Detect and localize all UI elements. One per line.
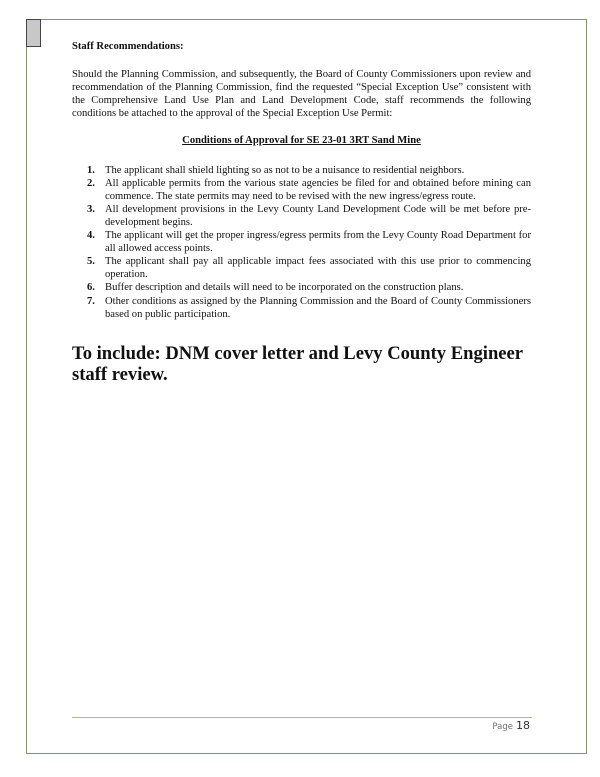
- list-item-number: 7.: [87, 295, 95, 307]
- list-item: [87, 203, 531, 229]
- list-item: [87, 229, 531, 255]
- list-item-number: 2.: [87, 177, 95, 189]
- list-item: [87, 295, 531, 321]
- list-item: [87, 255, 531, 281]
- list-item-number: 1.: [87, 164, 95, 176]
- list-item-number: 6.: [87, 282, 95, 294]
- conditions-list: [72, 164, 531, 321]
- list-item-number: 5.: [87, 256, 95, 268]
- list-item: [87, 281, 531, 294]
- list-item-text: All development provisions in the Levy County Land Development Code will be met before pre-development begins.: [105, 203, 531, 228]
- list-item: [87, 164, 531, 177]
- list-item-text: Buffer description and details will need to be incorporated on the construction plans.: [105, 282, 464, 294]
- section-heading: Staff Recommendations:: [72, 41, 184, 52]
- list-item-text: Other conditions as assigned by the Planning Commission and the Board of County Commissioners based on public participation.: [105, 295, 531, 320]
- page-label: Page: [492, 722, 513, 732]
- list-item-text: The applicant shall pay all applicable impact fees associated with this use prior to commencing operation.: [105, 256, 531, 281]
- page-number: [492, 719, 530, 732]
- list-item: [87, 177, 531, 203]
- footer-rule: [72, 717, 532, 718]
- conditions-title: Conditions of Approval for SE 23-01 3RT Sand Mine: [182, 135, 421, 147]
- include-note: To include: DNM cover letter and Levy County Engineer staff review.: [72, 342, 523, 386]
- page-number-value: 18: [516, 719, 530, 732]
- document-body: [72, 40, 531, 386]
- list-item-number: 3.: [87, 203, 95, 215]
- list-item-text: The applicant will get the proper ingress/egress permits from the Levy County Road Department for all allowed access points.: [105, 230, 531, 255]
- corner-marker: [26, 19, 41, 47]
- list-item-number: 4.: [87, 230, 95, 242]
- list-item-text: The applicant shall shield lighting so as not to be a nuisance to residential neighbors.: [105, 164, 465, 176]
- list-item-text: All applicable permits from the various state agencies be filed for and obtained before mining can commence. The state permits may need to be revised with the new ingress/egress route.: [105, 177, 531, 202]
- intro-paragraph: Should the Planning Commission, and subsequently, the Board of County Commissioners upon review and recommendation of the Planning Commission, find the requested “Special Exception Use” consistent with the Comprehensive Land Use Plan and Land Development Code, staff recommends the following conditions be attached to the approval of the Special Exception Use Permit:: [72, 69, 531, 120]
